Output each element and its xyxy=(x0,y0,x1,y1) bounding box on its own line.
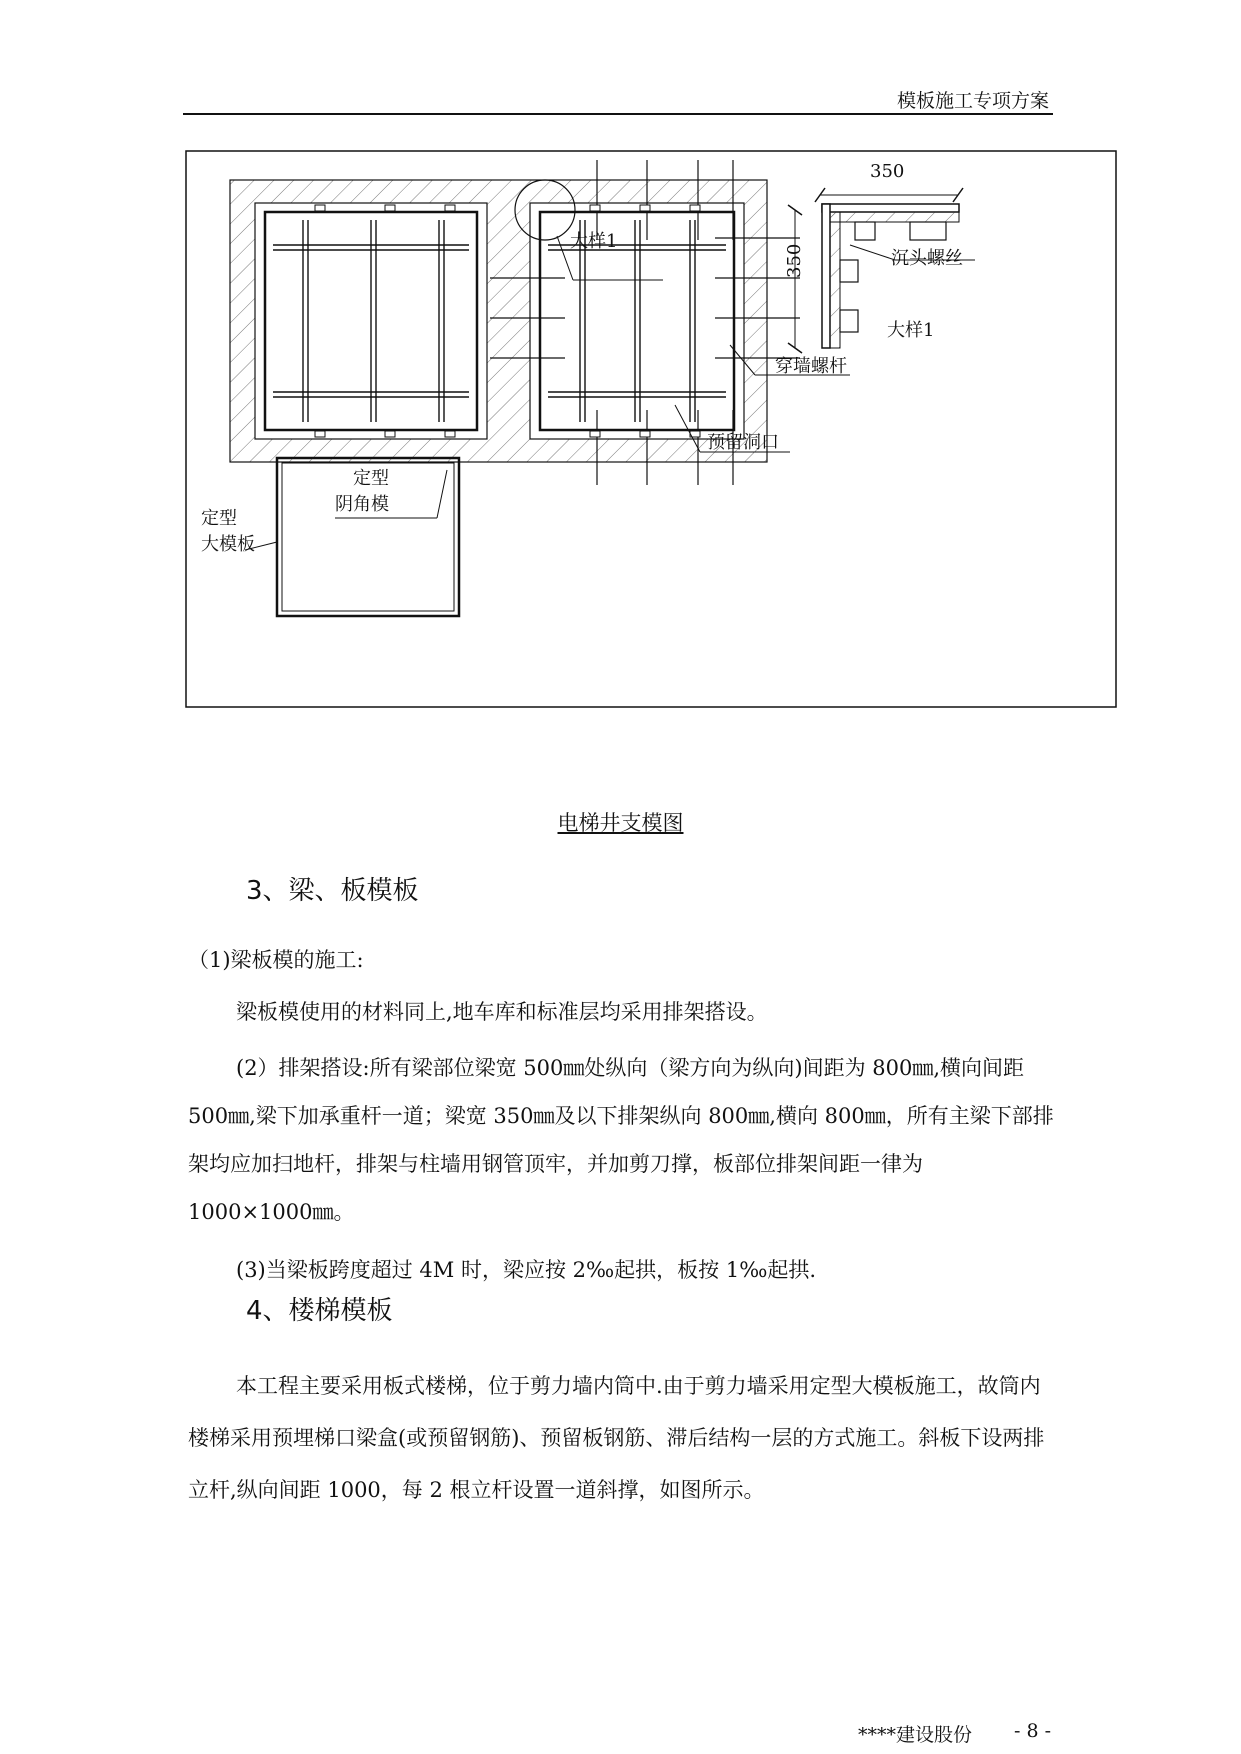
section-3-p2: 梁板模使用的材料同上,地车库和标准层均采用排架搭设。 xyxy=(236,1000,768,1024)
elevator-shaft-formwork-figure xyxy=(185,150,1117,708)
header-rule xyxy=(183,113,1053,115)
label-dim-height: 350 xyxy=(784,243,805,278)
section-3-heading: 3、梁、板模板 xyxy=(246,876,419,906)
large-panel-sketch xyxy=(245,458,459,616)
section-3-p3: (2）排架搭设:所有梁部位梁宽 500㎜处纵向（梁方向为纵向)间距为 800㎜,横向间距 500㎜,梁下加承重杆一道；梁宽 350㎜及以下排架纵向 800㎜,横向 800㎜，所有主梁下部排架均应加扫地杆，排架与柱墙用钢管顶牢，并加剪刀撑，板部位排架间距一律为 1000×1000㎜。 xyxy=(188,1056,1054,1224)
label-corner-mold-2: 阴角模 xyxy=(335,494,389,515)
label-large-panel-2: 大模板 xyxy=(201,534,255,555)
label-countersunk-screw: 沉头螺丝 xyxy=(891,248,963,269)
section-4-heading: 4、楼梯模板 xyxy=(246,1296,393,1326)
label-corner-mold-1: 定型 xyxy=(353,468,389,489)
section-3-p4: (3)当梁板跨度超过 4M 时，梁应按 2‰起拱，板按 1‰起拱. xyxy=(236,1258,817,1282)
section-4-p1: 本工程主要采用板式楼梯，位于剪力墙内筒中.由于剪力墙采用定型大模板施工，故筒内楼梯采用预埋梯口梁盒(或预留钢筋)、预留板钢筋、滞后结构一层的方式施工。斜板下设两排立杆,纵向间距 1000，每 2 根立杆设置一道斜撑，如图所示。 xyxy=(188,1374,1045,1502)
label-through-wall-bolt: 穿墙螺杆 xyxy=(775,356,847,377)
label-large-panel-1: 定型 xyxy=(201,508,237,529)
header-title: 模板施工专项方案 xyxy=(896,90,1049,112)
label-detail1-callout: 大样1 xyxy=(570,231,618,252)
figure-caption: 电梯井支模图 xyxy=(557,811,684,835)
detail-1-drawing xyxy=(788,188,975,353)
label-reserved-opening: 预留洞口 xyxy=(707,432,779,453)
page-number: - 8 - xyxy=(1014,1720,1052,1742)
section-3-p1: （1)梁板模的施工: xyxy=(188,948,364,972)
footer-company: ****建设股份 xyxy=(858,1724,973,1746)
label-detail1-title: 大样1 xyxy=(887,320,935,341)
label-dim-width: 350 xyxy=(870,161,905,182)
